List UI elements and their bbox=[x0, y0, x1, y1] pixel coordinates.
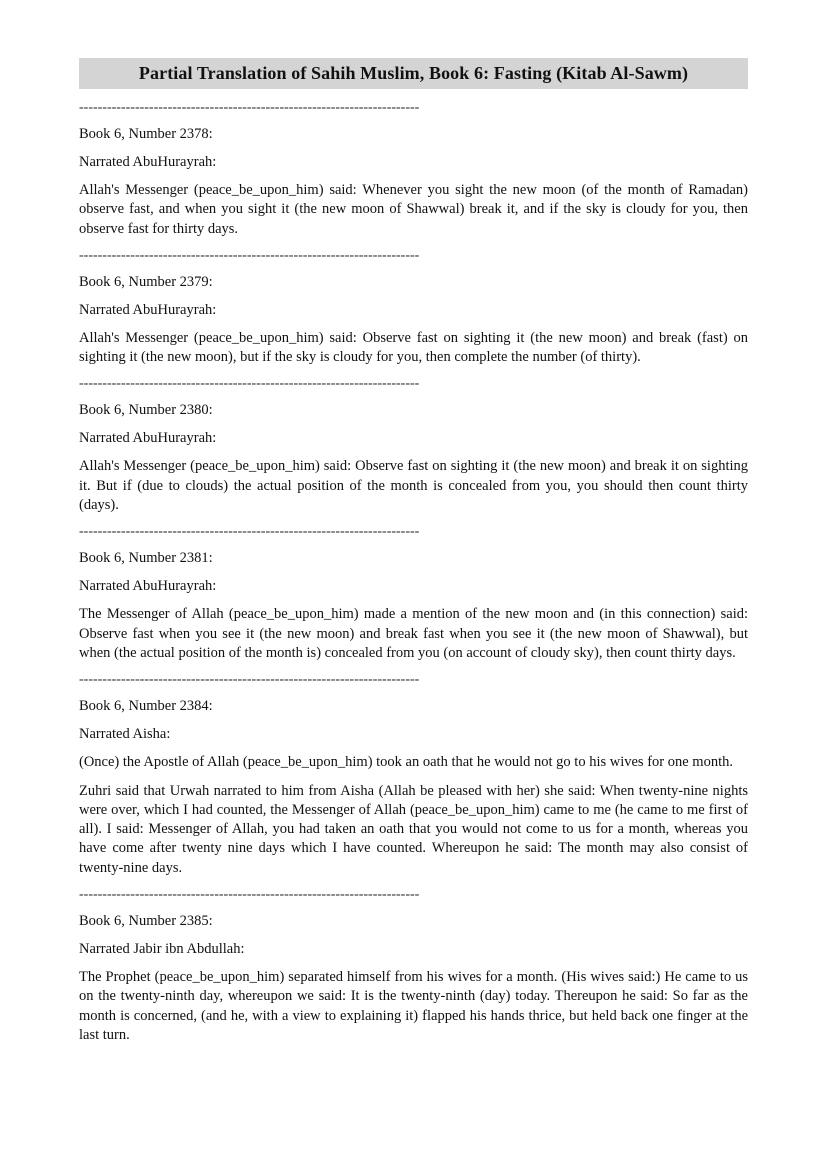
hadith-list bbox=[79, 100, 748, 1045]
hadith-text: The Messenger of Allah (peace_be_upon_him) made a mention of the new moon and (in this connection) said: Observe fast when you see it (the new moon) and break fast when you see it (the new moon of Shawwal), but when (the actual position of the month is) concealed from you (on account of cloudy sky), then count thirty days. bbox=[79, 606, 748, 661]
separator-line: ------------------------------------------------------------------------- bbox=[79, 887, 420, 903]
hadith-text: Allah's Messenger (peace_be_upon_him) said: Whenever you sight the new moon (of the month of Ramadan) observe fast, and when you sight it (the new moon of Shawwal) break it, and if the sky is cloudy for you, then observe fast for thirty days. bbox=[79, 182, 748, 237]
hadith-number: Book 6, Number 2385: bbox=[79, 913, 213, 930]
hadith-entry bbox=[79, 248, 748, 368]
hadith-number: Book 6, Number 2384: bbox=[79, 698, 213, 715]
hadith-number: Book 6, Number 2379: bbox=[79, 273, 213, 290]
hadith-number: Book 6, Number 2380: bbox=[79, 402, 213, 419]
hadith-entry bbox=[79, 524, 748, 663]
separator-line: ------------------------------------------------------------------------- bbox=[79, 100, 420, 115]
separator-line: ------------------------------------------------------------------------- bbox=[79, 672, 420, 688]
hadith-narrator: Narrated AbuHurayrah: bbox=[79, 578, 217, 595]
title-banner bbox=[79, 58, 748, 89]
hadith-narrator: Narrated Aisha: bbox=[79, 726, 171, 743]
separator-line: ------------------------------------------------------------------------- bbox=[79, 524, 420, 540]
page-title: Partial Translation of Sahih Muslim, Book 6: Fasting (Kitab Al-Sawm) bbox=[138, 63, 689, 83]
hadith-number: Book 6, Number 2378: bbox=[79, 126, 213, 142]
hadith-entry bbox=[79, 376, 748, 515]
hadith-narrator: Narrated Jabir ibn Abdullah: bbox=[79, 941, 245, 958]
hadith-text: Allah's Messenger (peace_be_upon_him) said: Observe fast on sighting it (the new moon) and break (fast) on sighting it (the new moon), but if the sky is cloudy for you, then complete the number (of thirty). bbox=[79, 329, 748, 366]
hadith-entry bbox=[79, 887, 748, 1045]
hadith-entry bbox=[79, 100, 748, 239]
hadith-number: Book 6, Number 2381: bbox=[79, 550, 213, 567]
hadith-narrator: Narrated AbuHurayrah: bbox=[79, 430, 217, 447]
hadith-text: Zuhri said that Urwah narrated to him from Aisha (Allah be pleased with her) she said: When twenty-nine nights were over, which I had counted, the Messenger of Allah (peace_be_upon_him) came to me (he came to me first of all). I said: Messenger of Allah, you had taken an oath that you would not come to us for a month, whereas you have come after twenty nine days which I have counted. Whereupon he said: The month may also consist of twenty-nine days. bbox=[79, 782, 748, 876]
hadith-narrator: Narrated AbuHurayrah: bbox=[79, 154, 217, 170]
hadith-text: Allah's Messenger (peace_be_upon_him) said: Observe fast on sighting it (the new moon) and break it on sighting it. But if (due to clouds) the actual position of the month is concealed from you, you should then count thirty (days). bbox=[79, 458, 748, 514]
separator-line: ------------------------------------------------------------------------- bbox=[79, 247, 420, 263]
hadith-text: (Once) the Apostle of Allah (peace_be_upon_him) took an oath that he would not go to his wives for one month. bbox=[79, 754, 733, 771]
document-page bbox=[79, 58, 748, 1054]
hadith-narrator: Narrated AbuHurayrah: bbox=[79, 301, 217, 318]
separator-line: ------------------------------------------------------------------------- bbox=[79, 376, 420, 392]
hadith-text: The Prophet (peace_be_upon_him) separated himself from his wives for a month. (His wives said:) He came to us on the twenty-ninth day, whereupon we said: It is the twenty-ninth (day) today. Thereupon he said: So far as the month is concerned, (and he, with a view to explaining it) flapped his hands thrice, but held back one finger at the last turn. bbox=[79, 969, 748, 1043]
hadith-entry bbox=[79, 672, 748, 878]
